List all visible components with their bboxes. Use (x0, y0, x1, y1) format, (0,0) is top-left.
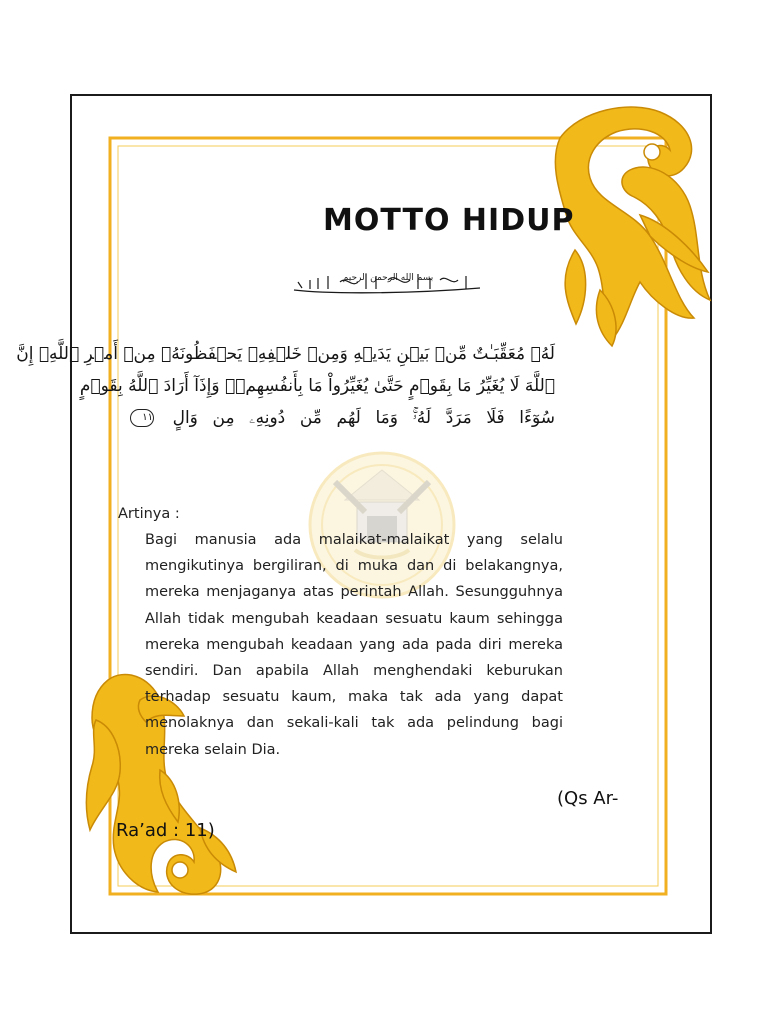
ornament-curl-tr (644, 144, 660, 160)
page-title: MOTTO HIDUP (323, 203, 575, 238)
citation-part-2: Ra’ad : 11) (116, 820, 215, 841)
translation-text: Bagi manusia ada malaikat-malaikat yang selalu mengikutinya bergiliran, di muka dan di belakangnya, mereka menjaganya atas perintah Allah. Sesungguhnya Allah tidak mengubah keadaan sesuatu kaum sehingga mereka mengubah keadaan yang ada pada diri mereka sendiri. Dan apabila Allah menghendaki keburukan terhadap sesuatu kaum, maka tak ada yang dapat menolaknya dan sekali-kali tak ada pelindung bagi mereka selain Dia. (145, 532, 563, 758)
basmala-calligraphy (288, 268, 488, 298)
ornament-curl-bl (172, 862, 188, 878)
quran-verse (16, 338, 555, 434)
top-right-ornament (555, 107, 710, 346)
verse-line-2: ٱللَّهَ لَا يُغَيِّرُ مَا بِقَوۡمٍ حَتَّىٰ يُغَيِّرُواْ مَا بِأَنفُسِهِمۡۗ وَإِذَآ أَرَادَ ٱللَّهُ بِقَوۡمٍ (79, 376, 555, 396)
citation-part-1: (Qs Ar- (557, 788, 619, 809)
verse-line-1: لَهُۥ مُعَقِّبَـٰتٌ مِّنۢ بَيۡنِ يَدَيۡهِ وَمِنۡ خَلۡفِهِۦ يَحۡفَظُونَهُۥ مِنۡ أَمۡرِ ٱللَّهِۗ إِنَّ (16, 344, 555, 364)
basmala-text: بسم الله الرحمن الرحيم (342, 273, 434, 283)
verse-line-3 (130, 402, 555, 434)
ayah-number-marker: ١١ (130, 409, 154, 427)
translation-label: Artinya : (118, 506, 180, 522)
verse-line-3-text: سُوٓءًا فَلَا مَرَدَّ لَهُۥۚ وَمَا لَهُم مِّن دُونِهِۦ مِن وَالٍ (172, 408, 555, 428)
